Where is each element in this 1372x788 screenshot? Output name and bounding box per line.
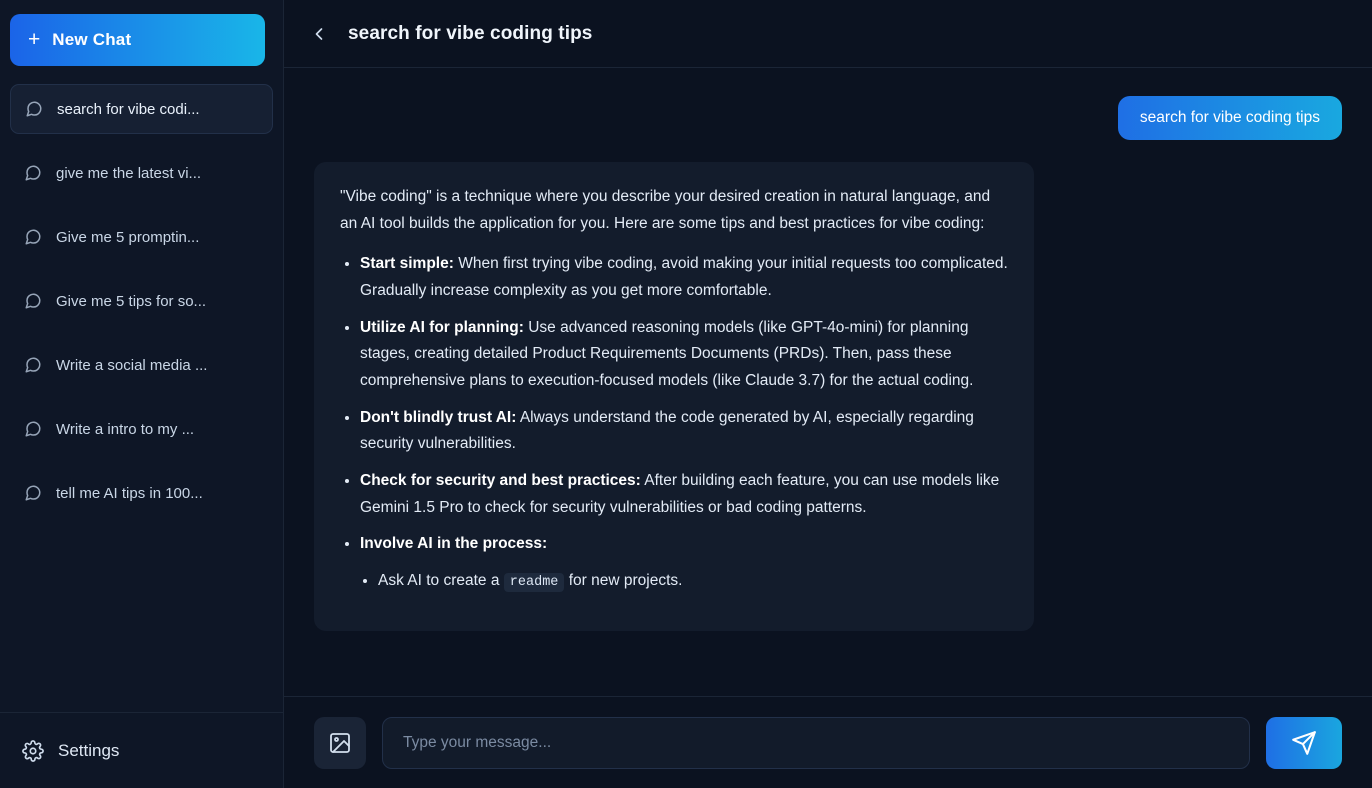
sidebar [0,0,284,788]
new-chat-button[interactable] [10,14,265,66]
tip-body: After building each feature, you can use models like Gemini 1.5 Pro to check for security vulnerabilities or bad coding patterns. [360,471,1000,516]
chat-bubble-icon [24,420,42,438]
settings-label: Settings [58,740,120,760]
tip-title: Start simple: [360,255,454,273]
assistant-message-bubble [314,162,1034,631]
chevron-left-icon[interactable] [308,23,330,45]
assistant-message-row [314,162,1342,631]
conversation-scroll[interactable] [284,68,1372,696]
sidebar-item-chat-7[interactable] [10,468,273,518]
list-item [360,468,1008,521]
tip-title: Check for security and best practices: [360,471,641,489]
sidebar-item-label: Give me 5 tips for so... [56,292,207,310]
sidebar-item-label: Write a social media ... [56,356,208,374]
chat-bubble-icon [24,164,42,182]
list-item [360,251,1008,304]
sidebar-item-chat-4[interactable] [10,276,273,326]
chat-history-list [0,84,283,712]
chat-bubble-icon [24,292,42,310]
sidebar-item-label: tell me AI tips in 100... [56,484,203,502]
image-icon [328,731,352,755]
sub-tip-after: for new projects. [564,571,683,589]
tip-body: When first trying vibe coding, avoid making your initial requests too complicated. Gradually increase complexity as you get more comfortable. [360,255,1008,299]
send-button[interactable] [1266,717,1342,769]
new-chat-label: New Chat [52,30,132,49]
tip-body: Use advanced reasoning models (like GPT-4o-mini) for planning stages, creating detailed Product Requirements Documents (PRDs). Then, pass these comprehensive plans to execution-focused models (like Claude 3.7) for the actual coding. [360,318,974,389]
tip-title: Don't blindly trust AI: [360,408,517,426]
user-message-row [314,96,1342,140]
list-item [378,568,1008,595]
sidebar-item-label: Give me 5 promptin... [56,228,200,246]
user-message-bubble: search for vibe coding tips [1118,96,1342,140]
top-bar [284,0,1372,68]
sidebar-item-chat-6[interactable] [10,404,273,454]
sub-tips-list [378,568,1008,595]
list-item [360,315,1008,395]
sidebar-item-chat-2[interactable] [10,148,273,198]
sidebar-item-chat-5[interactable] [10,340,273,390]
composer-bar [284,696,1372,788]
sidebar-item-chat-3[interactable] [10,212,273,262]
page-title: search for vibe coding tips [348,22,593,44]
chat-bubble-icon [24,228,42,246]
message-input[interactable] [382,717,1250,769]
main-panel [284,0,1372,788]
chat-bubble-icon [24,484,42,502]
plus-icon: + [28,27,41,51]
assistant-intro-paragraph: "Vibe coding" is a technique where you describe your desired creation in natural language, and an AI tool builds the application for you. Here are some tips and best practices for vibe coding: [340,188,991,232]
settings-button[interactable] [0,712,283,788]
sidebar-item-label: search for vibe codi... [57,100,200,118]
tip-title: Involve AI in the process: [360,535,548,553]
sidebar-item-chat-1[interactable] [10,84,273,134]
chat-bubble-icon [25,100,43,118]
sub-tip-before: Ask AI to create a [378,571,504,589]
attach-image-button[interactable] [314,717,366,769]
sidebar-item-label: Write a intro to my ... [56,420,195,438]
chat-bubble-icon [24,356,42,374]
send-icon [1291,730,1317,756]
sidebar-item-label: give me the latest vi... [56,164,202,182]
tip-body: Always understand the code generated by AI, especially regarding security vulnerabilities. [360,408,974,453]
gear-icon [22,740,44,762]
tips-list [360,251,1008,594]
list-item [360,531,1008,594]
list-item [360,405,1008,458]
inline-code: readme [504,573,565,592]
tip-title: Utilize AI for planning: [360,318,524,336]
